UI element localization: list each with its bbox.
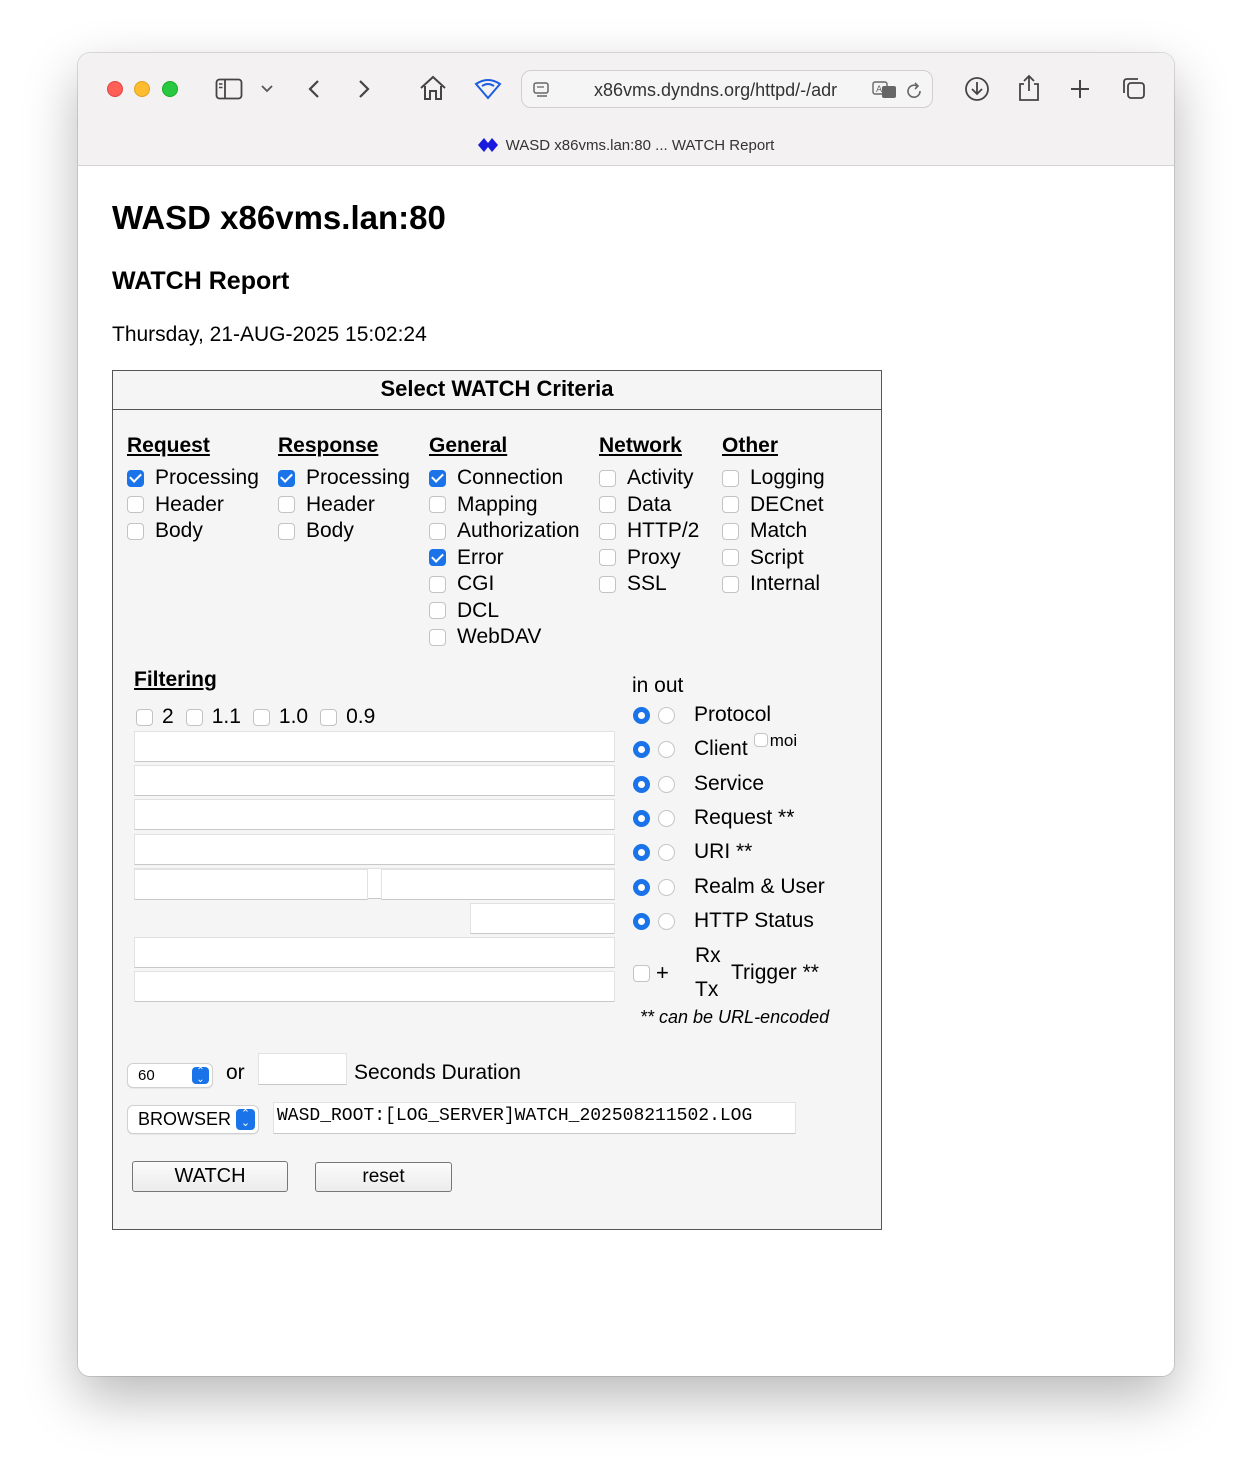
client-moi-label: moi [769, 731, 798, 750]
general-error-label: Error [457, 545, 504, 569]
http10-version-label: 1.0 [278, 705, 309, 728]
user-filter-input[interactable] [381, 869, 615, 900]
request-filter-label: Request ** [694, 806, 795, 829]
general-authorization-checkbox[interactable] [429, 523, 446, 540]
other-heading: Other [722, 434, 779, 457]
http09-version-label: 0.9 [346, 705, 376, 728]
output-select[interactable] [127, 1105, 259, 1134]
download-icon[interactable] [963, 75, 991, 103]
seconds-duration-input[interactable] [258, 1053, 347, 1085]
other-decnet-checkbox[interactable] [722, 496, 739, 513]
service-out-radio[interactable] [658, 776, 675, 793]
minimize-window-button[interactable] [134, 81, 150, 97]
network-data-checkbox[interactable] [599, 496, 616, 513]
uri-label: URI ** [694, 840, 753, 863]
general-dcl-checkbox[interactable] [429, 602, 446, 619]
trigger-option [633, 941, 873, 1009]
realm-user-option [633, 874, 825, 900]
network-ssl-checkbox[interactable] [599, 576, 616, 593]
other-match-label: Match [750, 519, 808, 543]
protocol-in-radio[interactable] [633, 707, 650, 724]
request-body-label: Body [155, 519, 203, 543]
other-script-checkbox[interactable] [722, 549, 739, 566]
service-option [633, 771, 764, 797]
criteria-heading: Select WATCH Criteria [113, 371, 881, 410]
other-internal-checkbox[interactable] [722, 576, 739, 593]
service-label: Service [694, 772, 765, 795]
network-http2-checkbox[interactable] [599, 523, 616, 540]
http10-version-checkbox[interactable] [253, 709, 270, 726]
http11-version-label: 1.1 [211, 705, 241, 728]
other-decnet-label: DECnet [750, 492, 824, 516]
page-content [78, 167, 1174, 1376]
page-settings-icon[interactable] [532, 80, 552, 100]
close-window-button[interactable] [107, 81, 123, 97]
http2-version-checkbox[interactable] [136, 709, 153, 726]
address-bar[interactable] [521, 70, 933, 108]
service-in-radio[interactable] [633, 776, 650, 793]
realm-filter-input[interactable] [134, 869, 368, 900]
trigger-tx-label: Tx [695, 978, 719, 1001]
request-in-radio[interactable] [633, 810, 650, 827]
trigger-checkbox[interactable] [633, 965, 650, 982]
network-heading: Network [599, 434, 682, 457]
network-proxy-label: Proxy [627, 545, 681, 569]
browser-toolbar [78, 53, 1174, 166]
general-dcl-label: DCL [457, 598, 500, 622]
reset-button[interactable]: reset [315, 1162, 452, 1192]
http-status-option [633, 908, 814, 934]
request-processing-checkbox[interactable] [127, 470, 144, 487]
reload-icon[interactable] [904, 81, 924, 101]
general-heading: General [429, 434, 508, 457]
network-column [599, 433, 699, 598]
response-header-checkbox[interactable] [278, 496, 295, 513]
general-authorization-label: Authorization [457, 519, 580, 543]
seconds-duration-label: Seconds Duration [354, 1061, 521, 1084]
in-out-label: in out [632, 674, 684, 697]
response-column [278, 433, 410, 545]
other-logging-checkbox[interactable] [722, 470, 739, 487]
uri-option [633, 839, 752, 865]
other-column [722, 433, 825, 598]
duration-select[interactable] [127, 1063, 213, 1088]
url-text[interactable]: x86vms.dyndns.org/httpd/-/adr [594, 80, 838, 100]
request-column [127, 433, 259, 545]
client-out-radio[interactable] [658, 741, 675, 758]
response-heading: Response [278, 434, 379, 457]
client-in-radio[interactable] [633, 741, 650, 758]
filtering-heading: Filtering [134, 668, 217, 691]
general-cgi-checkbox[interactable] [429, 576, 446, 593]
page-title: WASD x86vms.lan:80 [112, 199, 446, 236]
forward-icon[interactable] [354, 77, 374, 101]
network-proxy-checkbox[interactable] [599, 549, 616, 566]
response-body-checkbox[interactable] [278, 523, 295, 540]
translate-icon[interactable] [871, 80, 899, 100]
http-status-filter-input[interactable] [470, 903, 615, 934]
client-moi-checkbox[interactable] [754, 733, 768, 747]
back-icon[interactable] [304, 77, 324, 101]
watch-criteria-panel [112, 370, 882, 1230]
other-script-label: Script [750, 545, 804, 569]
request-body-checkbox[interactable] [127, 523, 144, 540]
realm-user-label: Realm & User [694, 875, 825, 898]
watch-button[interactable]: WATCH [132, 1161, 288, 1192]
select-arrows-icon: ⌃ ⌄ [236, 1109, 255, 1130]
general-connection-checkbox[interactable] [429, 470, 446, 487]
new-tab-icon[interactable] [1068, 77, 1092, 101]
general-webdav-checkbox[interactable] [429, 629, 446, 646]
report-title: WATCH Report [112, 267, 290, 295]
url-encoded-note: ** can be URL-encoded [640, 1007, 830, 1027]
network-ssl-label: SSL [627, 572, 667, 596]
request-option [633, 805, 794, 831]
realm-user-in-radio[interactable] [633, 879, 650, 896]
request-header-checkbox[interactable] [127, 496, 144, 513]
request-filter-input[interactable] [134, 834, 615, 865]
network-activity-label: Activity [627, 466, 694, 490]
network-data-label: Data [627, 492, 672, 516]
response-body-label: Body [306, 519, 354, 543]
tab-title-text: WASD x86vms.lan:80 ... WATCH Report [505, 137, 775, 154]
chevron-down-icon[interactable] [260, 83, 274, 95]
trigger-rx-filter-input[interactable] [134, 937, 615, 968]
share-icon[interactable] [1016, 73, 1042, 103]
network-activity-checkbox[interactable] [599, 470, 616, 487]
general-webdav-label: WebDAV [457, 625, 542, 649]
http11-version-checkbox[interactable] [186, 709, 203, 726]
log-path-input[interactable]: WASD_ROOT:[LOG_SERVER]WATCH_202508211502.LOG [273, 1102, 796, 1134]
request-out-radio[interactable] [658, 810, 675, 827]
uri-out-radio[interactable] [658, 844, 675, 861]
wasd-favicon-icon [478, 137, 498, 157]
other-internal-label: Internal [750, 572, 821, 596]
tab-overview-icon[interactable] [1120, 76, 1148, 102]
protocol-filter-input[interactable] [134, 731, 615, 762]
trigger-plus: + [656, 960, 669, 985]
select-arrows-icon: ⌃ ⌄ [192, 1067, 209, 1084]
client-label: Client [694, 737, 748, 760]
report-datetime: Thursday, 21-AUG-2025 15:02:24 [112, 323, 427, 346]
http2-version-label: 2 [162, 705, 174, 728]
general-error-checkbox[interactable] [429, 549, 446, 566]
protocol-out-radio[interactable] [658, 707, 675, 724]
http-status-in-radio[interactable] [633, 913, 650, 930]
request-heading: Request [127, 434, 210, 457]
general-column [429, 433, 580, 651]
protocol-option [633, 702, 771, 728]
general-mapping-checkbox[interactable] [429, 496, 446, 513]
browser-window [78, 53, 1174, 1376]
http09-version-checkbox[interactable] [320, 709, 337, 726]
home-icon[interactable] [418, 74, 448, 102]
service-filter-input[interactable] [134, 799, 615, 830]
other-match-checkbox[interactable] [722, 523, 739, 540]
response-processing-label: Processing [306, 466, 410, 490]
general-cgi-label: CGI [457, 572, 495, 596]
http-version-filter [136, 704, 375, 730]
general-mapping-label: Mapping [457, 492, 538, 516]
general-connection-label: Connection [457, 466, 564, 490]
other-logging-label: Logging [750, 466, 825, 490]
tab-title[interactable] [78, 137, 1174, 157]
request-header-label: Header [155, 492, 224, 516]
output-select-value: BROWSER [138, 1109, 232, 1129]
wifi-shield-icon[interactable] [473, 77, 503, 101]
duration-select-value: 60 [138, 1067, 155, 1084]
client-filter-input[interactable] [134, 765, 615, 796]
response-processing-checkbox[interactable] [278, 470, 295, 487]
zoom-window-button[interactable] [162, 81, 178, 97]
svg-text:A: A [876, 85, 883, 95]
http-status-out-radio[interactable] [658, 913, 675, 930]
protocol-label: Protocol [694, 703, 772, 726]
client-option [633, 731, 798, 762]
http-status-label: HTTP Status [694, 909, 814, 932]
request-processing-label: Processing [155, 466, 259, 490]
realm-user-out-radio[interactable] [658, 879, 675, 896]
uri-in-radio[interactable] [633, 844, 650, 861]
or-label: or [226, 1061, 245, 1084]
sidebar-icon[interactable] [214, 77, 244, 101]
trigger-tx-filter-input[interactable] [134, 971, 615, 1002]
response-header-label: Header [306, 492, 375, 516]
network-http2-label: HTTP/2 [627, 519, 700, 543]
trigger-label: Trigger ** [731, 961, 819, 984]
trigger-rx-label: Rx [695, 944, 721, 967]
